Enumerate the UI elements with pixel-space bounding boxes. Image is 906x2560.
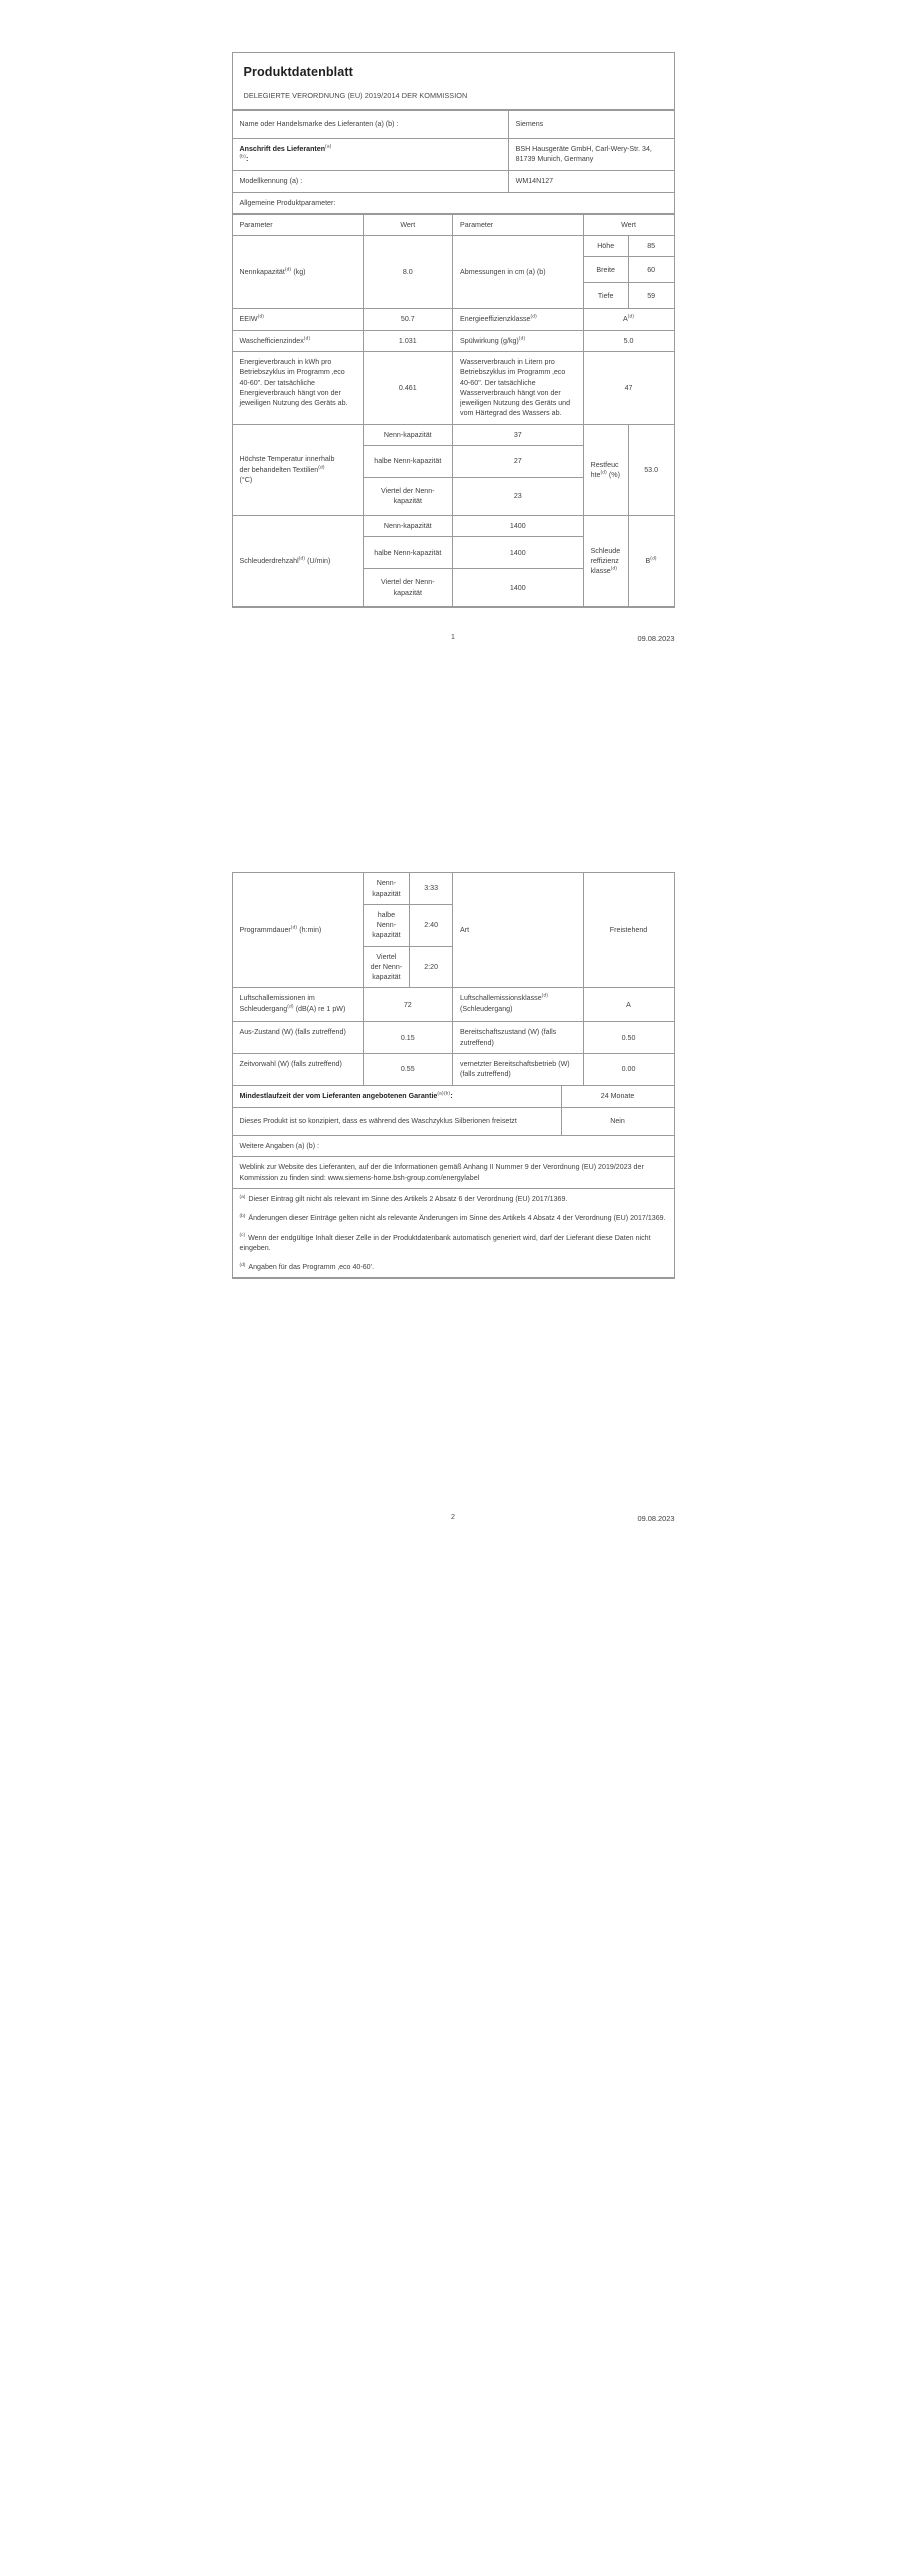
wash-index-sup: (d) xyxy=(303,336,311,342)
page-2-number: 2 xyxy=(451,1514,455,1522)
noise-label-sup: (d) xyxy=(287,1004,294,1010)
footnote-b-text: Änderungen dieser Einträge gelten nicht als relevante Änderungen im Sinne des Artikels 4 Absatz 4 der Verordnung (EU) 2017/1369. xyxy=(248,1214,666,1223)
dim-depth-label: Tiefe xyxy=(583,283,628,309)
off-state-value: 0.15 xyxy=(363,1022,453,1054)
noise-label-line2: Schleudergang xyxy=(239,1004,288,1013)
document-header xyxy=(233,53,674,110)
spin-quarter-value: 1400 xyxy=(453,569,584,607)
table-row-further-section xyxy=(233,1136,674,1157)
warranty-label-text: Mindestlaufzeit der vom Lieferanten angebotenen Garantie xyxy=(239,1092,438,1101)
duration-quarter-value: 2:20 xyxy=(410,946,453,988)
footnotes-block xyxy=(233,1188,674,1277)
eeiw-label-text: EEIW xyxy=(239,315,258,324)
eeiw-value: 50.7 xyxy=(363,309,453,330)
table-row-supplier-name xyxy=(233,111,674,139)
footnote-b-marker: (b) xyxy=(239,1213,246,1219)
eeiw-sup: (d) xyxy=(257,315,265,321)
table-row-spin-full xyxy=(233,515,674,536)
table-row-delay-network xyxy=(233,1054,674,1086)
energy-class-label-text: Energieeffizienzklasse xyxy=(460,315,531,324)
page-1-date: 09.08.2023 xyxy=(637,634,675,644)
spin-unit: (U/min) xyxy=(307,556,331,565)
temperature-full-value: 37 xyxy=(453,424,584,445)
col-header-wert-1: Wert xyxy=(363,214,453,235)
rinse-label xyxy=(453,330,584,351)
noise-class-sup: (d) xyxy=(541,994,549,1000)
dimensions-label: Abmessungen in cm (a) (b) xyxy=(453,236,584,309)
warranty-table xyxy=(233,1086,674,1279)
energy-consumption-label: Energieverbrauch in kWh pro Betriebszyklus im Programm ‚eco 40-60". Der tatsächliche Energieverbrauch hängt von der jeweiligen Nutzung des Geräts ab. xyxy=(233,351,364,424)
rinse-label-text: Spülwirkung (g/kg) xyxy=(460,336,519,345)
noise-class-label-line1: Luftschallemissionsklasse xyxy=(460,994,542,1003)
page-1 xyxy=(0,0,906,668)
table-row-temperature-full xyxy=(233,424,674,445)
identification-table xyxy=(233,110,674,214)
spin-class-label xyxy=(583,515,628,606)
dim-width-label: Breite xyxy=(583,257,628,283)
supplier-name-value: Siemens xyxy=(508,111,673,139)
footnote-d-text: Angaben für das Programm ‚eco 40-60'. xyxy=(248,1263,374,1272)
dim-depth-value: 59 xyxy=(628,283,673,309)
energy-class-value-text: A xyxy=(622,315,628,324)
regulation-subtitle: DELEGIERTE VERORDNUNG (EU) 2019/2014 DER KOMMISSION xyxy=(243,91,468,100)
capacity-unit: (kg) xyxy=(293,268,306,277)
temperature-label-sup: (d) xyxy=(318,465,325,471)
standby-value: 0.50 xyxy=(583,1022,673,1054)
table-row-duration-full xyxy=(233,873,674,904)
supplier-address-value: BSH Hausgeräte GmbH, Carl-Wery-Str. 34, 81739 Munich, Germany xyxy=(508,139,673,171)
table-row-wash-index xyxy=(233,330,674,351)
table-header-row xyxy=(233,214,674,235)
moisture-unit: (%) xyxy=(608,470,620,479)
duration-label-text: Programmdauer xyxy=(239,926,291,935)
spin-class-value xyxy=(628,515,673,606)
duration-sup: (d) xyxy=(290,925,298,931)
warranty-colon: : xyxy=(450,1092,453,1101)
spin-quarter-label: Viertel der Nenn-kapazität xyxy=(363,569,453,607)
temperature-label-line1: Höchste Temperatur innerhalb xyxy=(239,455,335,464)
noise-class-label-line2: (Schleudergang) xyxy=(460,1004,513,1013)
supplier-name-label: Name oder Handelsmarke des Lieferanten (a) (b) : xyxy=(233,111,509,139)
temperature-label-line2: der behandelten Textilien xyxy=(239,465,319,474)
supplier-address-sup-a: (a) xyxy=(325,144,332,150)
spin-label-text: Schleuderdrehzahl xyxy=(239,556,299,565)
energy-class-value xyxy=(583,309,673,330)
dim-height-label: Höhe xyxy=(583,236,628,257)
warranty-value: 24 Monate xyxy=(561,1086,673,1108)
spin-sup: (d) xyxy=(298,556,306,562)
silver-ions-label: Dieses Produkt ist so konzipiert, dass es während des Waschzyklus Silberionen freisetzt xyxy=(233,1108,562,1136)
col-header-parameter-1: Parameter xyxy=(233,214,364,235)
supplier-address-colon: : xyxy=(245,155,249,164)
table-row-capacity-height xyxy=(233,236,674,257)
rinse-sup: (d) xyxy=(518,336,526,342)
footnote-c-marker: (c) xyxy=(239,1233,246,1239)
duration-full-label: Nenn-kapazität xyxy=(363,873,410,904)
further-section-title: Weitere Angaben (a) (b) : xyxy=(233,1136,674,1157)
model-label: Modellkennung (a) : xyxy=(233,170,509,192)
col-header-wert-2: Wert xyxy=(583,214,673,235)
page-1-footer xyxy=(232,608,675,668)
spin-class-value-sup: (d) xyxy=(650,556,657,562)
capacity-label xyxy=(233,236,364,309)
rinse-value: 5.0 xyxy=(583,330,673,351)
table-row-noise xyxy=(233,988,674,1022)
footnote-c xyxy=(240,1233,667,1254)
table-row-model xyxy=(233,170,674,192)
footnote-c-text: Wenn der endgültige Inhalt dieser Zelle in der Produktdatenbank automatisch generiert wird, darf der Lieferant diese Daten nicht eingeben. xyxy=(239,1233,651,1252)
capacity-label-text: Nennkapazität xyxy=(239,268,285,277)
footnote-a-marker: (a) xyxy=(239,1194,246,1200)
page-2 xyxy=(0,818,906,1549)
networked-standby-label: vernetzter Bereitschaftsbetrieb (W) (falls zutreffend) xyxy=(453,1054,584,1086)
water-consumption-label: Wasserverbrauch in Litern pro Betriebszyklus im Programm ‚eco 40-60". Der tatsächliche Wasserverbrauch hängt von der jeweiligen Nutzung des Geräts und vom Härtegrad des Wassers ab. xyxy=(453,351,584,424)
type-label: Art xyxy=(453,873,584,988)
footnote-b xyxy=(240,1213,667,1223)
page-separator xyxy=(0,668,906,818)
temperature-half-label: halbe Nenn-kapazität xyxy=(363,445,453,477)
delay-start-label: Zeitvorwahl (W) (falls zutreffend) xyxy=(233,1054,364,1086)
table-row-general-section xyxy=(233,192,674,213)
energy-class-sup: (d) xyxy=(530,315,537,321)
noise-value: 72 xyxy=(363,988,453,1022)
footnote-d xyxy=(240,1262,667,1272)
table-row-off-standby xyxy=(233,1022,674,1054)
duration-unit: (h:min) xyxy=(299,926,322,935)
spin-full-value: 1400 xyxy=(453,515,584,536)
capacity-sup: (d) xyxy=(284,267,292,273)
page-2-footer xyxy=(232,1279,675,1549)
footnote-d-marker: (d) xyxy=(239,1262,246,1268)
spin-label xyxy=(233,515,364,606)
spin-class-sup: (d) xyxy=(610,566,618,572)
standby-label: Bereitschaftszustand (W) (falls zutreffend) xyxy=(453,1022,584,1054)
table-row-silver-ions xyxy=(233,1108,674,1136)
warranty-sup-b: (b) xyxy=(443,1091,451,1097)
supplier-address-sup-b: (b) xyxy=(239,154,246,160)
general-section-title: Allgemeine Produktparameter: xyxy=(233,192,674,213)
product-fiche-page-1 xyxy=(232,52,675,608)
col-header-parameter-2: Parameter xyxy=(453,214,584,235)
noise-class-label xyxy=(453,988,584,1022)
warranty-sup-a: (a) xyxy=(437,1091,444,1097)
table-row-supplier-address xyxy=(233,139,674,171)
general-parameters-table-continued xyxy=(233,873,674,1085)
networked-standby-value: 0.00 xyxy=(583,1054,673,1086)
spin-half-label: halbe Nenn-kapazität xyxy=(363,537,453,569)
noise-class-value: A xyxy=(583,988,673,1022)
spin-half-value: 1400 xyxy=(453,537,584,569)
wash-index-label-text: Waschefficienzindex xyxy=(239,336,304,345)
duration-half-label: halbe Nenn-kapazität xyxy=(363,904,410,946)
footnote-a xyxy=(240,1194,667,1204)
page-title: Produktdatenblatt xyxy=(243,65,353,79)
eeiw-label xyxy=(233,309,364,330)
spin-class-label-text: Schleudereffizienzklasse xyxy=(590,546,621,576)
moisture-label-text: Restfeuchte xyxy=(590,460,619,479)
energy-consumption-value: 0.461 xyxy=(363,351,453,424)
page-1-number: 1 xyxy=(451,634,455,642)
dim-width-value: 60 xyxy=(628,257,673,283)
noise-label xyxy=(233,988,364,1022)
wash-index-label xyxy=(233,330,364,351)
warranty-label xyxy=(233,1086,562,1108)
energy-class-label xyxy=(453,309,584,330)
water-consumption-value: 47 xyxy=(583,351,673,424)
supplier-address-label xyxy=(233,139,509,171)
capacity-value: 8.0 xyxy=(363,236,453,309)
temperature-full-label: Nenn-kapazität xyxy=(363,424,453,445)
duration-full-value: 3:33 xyxy=(410,873,453,904)
spin-full-label: Nenn-kapazität xyxy=(363,515,453,536)
table-row-footnotes xyxy=(233,1188,674,1277)
table-row-eeiw xyxy=(233,309,674,330)
off-state-label: Aus-Zustand (W) (falls zutreffend) xyxy=(233,1022,364,1054)
delay-start-value: 0.55 xyxy=(363,1054,453,1086)
product-fiche-page-2 xyxy=(232,872,675,1279)
dim-height-value: 85 xyxy=(628,236,673,257)
energy-class-value-sup: (d) xyxy=(627,315,635,321)
noise-label-line3: (dB(A) re 1 pW) xyxy=(295,1004,346,1013)
temperature-quarter-value: 23 xyxy=(453,477,584,515)
table-row-warranty xyxy=(233,1086,674,1108)
table-row-weblink xyxy=(233,1157,674,1189)
weblink-text: Weblink zur Website des Lieferanten, auf der die Informationen gemäß Anhang II Nummer 9 der Verordnung (EU) 2019/2023 der Kommission zu finden sind: www.siemens-home.bsh-group.com/energylabel xyxy=(233,1157,674,1189)
spin-class-value-text: B xyxy=(645,556,651,565)
wash-index-value: 1.031 xyxy=(363,330,453,351)
noise-label-line1: Luftschallemissionen im xyxy=(239,994,315,1003)
table-row-consumption xyxy=(233,351,674,424)
model-value: WM14N127 xyxy=(508,170,673,192)
duration-half-value: 2:40 xyxy=(410,904,453,946)
silver-ions-value: Nein xyxy=(561,1108,673,1136)
temperature-half-value: 27 xyxy=(453,445,584,477)
footnote-a-text: Dieser Eintrag gilt nicht als relevant im Sinne des Artikels 2 Absatz 6 der Verordnung (EU) 2017/1369. xyxy=(248,1194,568,1203)
moisture-label xyxy=(583,424,628,515)
duration-quarter-label: Viertel der Nenn-kapazität xyxy=(363,946,410,988)
temperature-label xyxy=(233,424,364,515)
moisture-value: 53.0 xyxy=(628,424,673,515)
moisture-sup: (d) xyxy=(600,470,607,476)
temperature-label-line3: (°C) xyxy=(239,475,253,484)
temperature-quarter-label: Viertel der Nenn-kapazität xyxy=(363,477,453,515)
supplier-address-label-text: Anschrift des Lieferanten xyxy=(239,145,326,153)
page-2-date: 09.08.2023 xyxy=(637,1514,675,1524)
type-value: Freistehend xyxy=(583,873,673,988)
general-parameters-table xyxy=(233,214,674,607)
duration-label xyxy=(233,873,364,988)
